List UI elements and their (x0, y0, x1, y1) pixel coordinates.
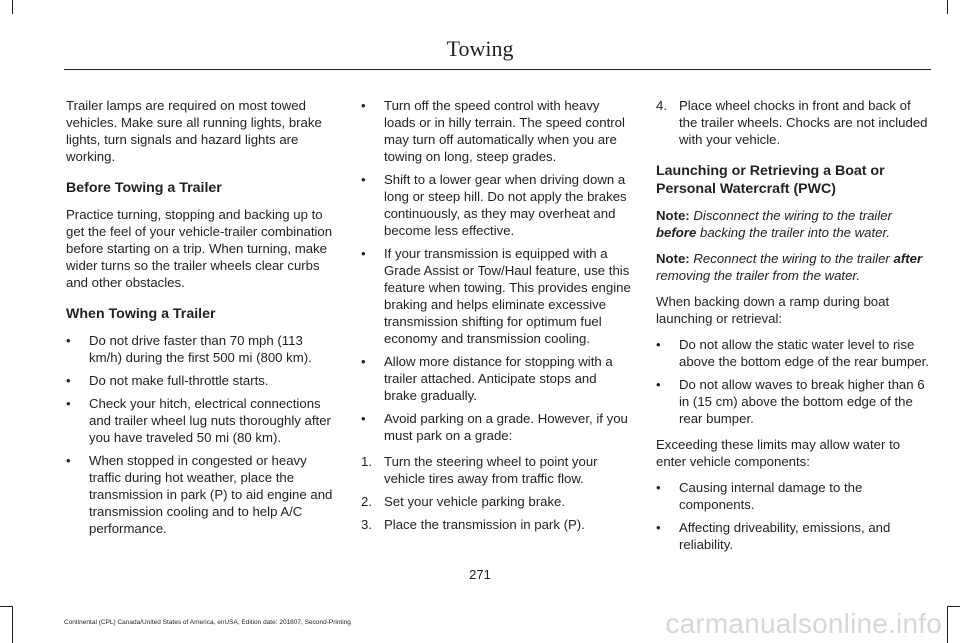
step-number: 3. (361, 517, 372, 532)
list-item: • Causing internal damage to the components. (656, 479, 932, 513)
note-disconnect (656, 207, 932, 241)
towing-tips-list (361, 97, 633, 444)
page-number: 271 (469, 567, 491, 582)
crop-mark (947, 606, 960, 607)
step-item (361, 453, 633, 487)
step-number: 4. (656, 98, 667, 113)
before-towing-paragraph: Practice turning, stopping and backing up to get the feel of your vehicle-trailer combination before starting on a trip. When turning, make wider turns so the trailer wheels clear curbs and other obstacles. (66, 207, 333, 290)
page-title: Towing (446, 36, 514, 61)
when-towing-heading: When Towing a Trailer (66, 306, 216, 322)
header-divider (64, 69, 931, 70)
note-emphasis: after (893, 251, 923, 266)
note-text: Reconnect the wiring to the trailer (693, 251, 890, 266)
step-text: Place wheel chocks in front and back of the trailer wheels. Chocks are not included with your vehicle. (679, 98, 928, 147)
intro-paragraph: Trailer lamps are required on most towed vehicles. Make sure all running lights, brake lights, turn signals and hazard lights are working. (66, 98, 322, 164)
note-text: backing the trailer into the water. (699, 225, 891, 240)
step-number: 1. (361, 454, 372, 469)
list-item: • Avoid parking on a grade. However, if you must park on a grade: (361, 410, 633, 444)
exceed-paragraph: Exceeding these limits may allow water to enter vehicle components: (656, 437, 901, 469)
column-3 (656, 97, 932, 562)
crop-mark (12, 0, 13, 14)
step-item (361, 516, 633, 533)
list-item: • Do not allow waves to break higher than 6 in (15 cm) above the bottom edge of the rear bumper. (656, 376, 932, 427)
crop-mark (12, 606, 13, 643)
crop-mark (947, 0, 948, 14)
note-text: removing the trailer from the water. (656, 268, 860, 283)
footer-edition: Continental (CPL) Canada/United States of America, enUSA, Edition date: 201807, Second-Printing (64, 619, 351, 626)
note-reconnect (656, 250, 932, 284)
list-item: • When stopped in congested or heavy traffic during hot weather, place the transmission in park (P) to aid engine and transmission cooling and to help A/C performance. (66, 452, 338, 537)
note-label: Note: (656, 251, 690, 266)
list-item: • If your transmission is equipped with a Grade Assist or Tow/Haul feature, use this feature when towing. This provides engine braking and helps eliminate excessive transmission shifting for optimum fuel economy and transmission cooling. (361, 245, 633, 347)
crop-mark (947, 606, 948, 643)
list-item: • Shift to a lower gear when driving down a long or steep hill. Do not apply the brakes continuously, as they may overheat and become less effective. (361, 171, 633, 239)
backing-paragraph: When backing down a ramp during boat launching or retrieval: (656, 294, 890, 326)
step-number: 2. (361, 494, 372, 509)
column-1 (66, 97, 338, 546)
step-text: Place the transmission in park (P). (384, 517, 585, 532)
step-text: Set your vehicle parking brake. (384, 494, 566, 509)
list-item: • Do not allow the static water level to rise above the bottom edge of the rear bumper. (656, 336, 932, 370)
list-item: • Do not make full-throttle starts. (66, 372, 338, 389)
list-item: • Check your hitch, electrical connections and trailer wheel lug nuts thoroughly after you have traveled 50 mi (80 km). (66, 395, 338, 446)
boat-launch-heading: Launching or Retrieving a Boat or Personal Watercraft (PWC) (656, 163, 885, 197)
list-item: • Allow more distance for stopping with a trailer attached. Anticipate stops and brake gradually. (361, 353, 633, 404)
list-item: • Turn off the speed control with heavy loads or in hilly terrain. The speed control may turn off automatically when you are towing on long, steep grades. (361, 97, 633, 165)
watermark: carmanualsonline.info (665, 608, 942, 639)
note-label: Note: (656, 208, 690, 223)
parking-steps-continued (656, 97, 932, 148)
step-item (361, 493, 633, 510)
list-item: • Affecting driveability, emissions, and reliability. (656, 519, 932, 553)
crop-mark (0, 606, 12, 607)
step-item (656, 97, 932, 148)
consequence-list (656, 479, 932, 553)
column-2 (361, 97, 633, 542)
parking-steps-list (361, 453, 633, 533)
when-towing-list (66, 332, 338, 537)
before-towing-heading: Before Towing a Trailer (66, 180, 222, 196)
note-text: Disconnect the wiring to the trailer (693, 208, 893, 223)
step-text: Turn the steering wheel to point your vehicle tires away from traffic flow. (384, 454, 598, 486)
note-emphasis: before (656, 225, 697, 240)
water-level-list (656, 336, 932, 427)
list-item: • Do not drive faster than 70 mph (113 km/h) during the first 500 mi (800 km). (66, 332, 338, 366)
